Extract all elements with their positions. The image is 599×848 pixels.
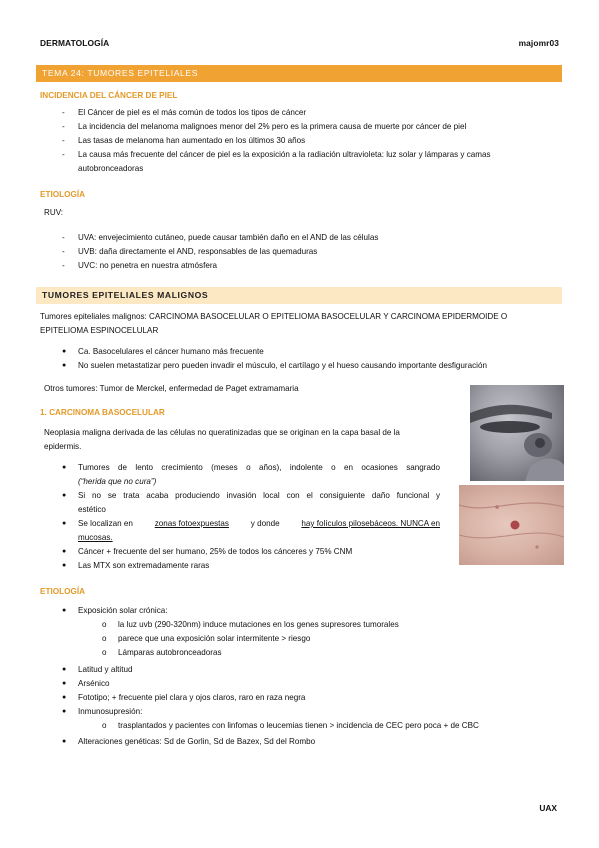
etiology-heading-2: ETIOLOGÍA [40,587,86,596]
uv-item: UVB: daña directamente el AND, responsables de las quemaduras [78,247,318,256]
incidence-heading: INCIDENCIA DEL CÁNCER DE PIEL [40,91,178,100]
etiology-subitem: Lámparas autobronceadoras [118,648,222,657]
bullet-marker: ● [62,680,67,687]
sub-marker: o [102,620,107,629]
bcc-description-continued: epidermis. [44,442,82,451]
bullet-marker: ● [62,548,67,555]
header-author: majomr03 [518,38,559,48]
bullet-marker: ● [62,562,67,569]
sub-marker: o [102,648,107,657]
dash-marker: - [62,233,65,242]
uv-item: UVC: no penetra en nuestra atmósfera [78,261,218,270]
sub-marker: o [102,634,107,643]
etiology-subitem: trasplantados y pacientes con linfomas o leucemias tienen > incidencia de CEC pero poca + de CBC [118,721,479,730]
bullet-marker: ● [62,708,67,715]
skin-lesion-photo [459,485,564,565]
bullet-marker: ● [62,492,67,499]
etiology-item: Fototipo; + frecuente piel clara y ojos claros, raro en raza negra [78,693,306,702]
malignant-bullet: No suelen metastatizar pero pueden invadir el músculo, el cartílago y el hueso causando importante desfiguración [78,361,487,370]
dash-marker: - [62,150,65,159]
etiology-item: Alteraciones genéticas: Sd de Gorlin, Sd de Bazex, Sd del Rombo [78,737,316,746]
bullet-marker: ● [62,694,67,701]
incidence-item: El Cáncer de piel es el más común de todos los tipos de cáncer [78,108,307,117]
etiology-item: Latitud y altitud [78,665,133,674]
sub-marker: o [102,721,107,730]
etiology-subitem: la luz uvb (290-320nm) induce mutaciones en los genes supresores tumorales [118,620,399,629]
footer-brand: UAX [539,803,557,813]
incidence-item: La incidencia del melanoma malignoes menor del 2% pero es la primera causa de muerte por cáncer de piel [78,122,467,131]
dash-marker: - [62,261,65,270]
dash-marker: - [62,108,65,117]
bullet-marker: ● [62,607,67,614]
bullet-marker: ● [62,464,67,471]
bcc-mucosas: mucosas. [78,533,113,542]
malignant-intro: Tumores epiteliales malignos: CARCINOMA BASOCELULAR O EPITELIOMA BASOCELULAR Y CARCINOMA EPIDERMOIDE O [40,312,508,321]
incidence-item-continued: autobronceadoras [78,164,144,173]
etiology-item: Exposición solar crónica: [78,606,168,615]
malignant-intro-continued: EPITELIOMA ESPINOCELULAR [40,326,159,335]
bcc-location-pre: Se localizan en [78,519,133,528]
bullet-marker: ● [62,348,67,355]
bcc-bullet-continued: estético [78,505,106,514]
bullet-marker: ● [62,738,67,745]
other-tumors: Otros tumores: Tumor de Merckel, enfermedad de Paget extramamaria [44,384,299,393]
eye-lesion-photo [470,385,564,481]
bcc-bullet: Cáncer + frecuente del ser humano, 25% de todos los cánceres y 75% CNM [78,547,353,556]
malignant-tumors-band: TUMORES EPITELIALES MALIGNOS [36,287,562,304]
bcc-bullet: Las MTX son extremadamente raras [78,561,210,570]
etiology-subitem: parece que una exposición solar intermitente > riesgo [118,634,311,643]
header-subject: DERMATOLOGÍA [40,38,110,48]
bullet-marker: ● [62,362,67,369]
incidence-item: Las tasas de melanoma han aumentado en los últimos 30 años [78,136,306,145]
bcc-bullet: Tumores de lento crecimiento (meses o años), indolente o en ocasiones sangrado [78,463,440,472]
bcc-bullet-continued: (“herida que no cura”) [78,477,157,486]
bcc-bullet: Si no se trata acaba produciendo invasión local con el consiguiente daño funcional y [78,491,440,500]
uv-item: UVA: envejecimiento cutáneo, puede causar también daño en el AND de las células [78,233,379,242]
bullet-marker: ● [62,520,67,527]
bcc-photoexposed: zonas fotoexpuestas [154,519,229,528]
ruv-label: RUV: [44,208,64,217]
bullet-marker: ● [62,666,67,673]
bcc-description: Neoplasia maligna derivada de las células no queratinizadas que se originan en la capa basal de la [44,428,400,437]
bcc-location-line [78,517,440,531]
malignant-bullet: Ca. Basocelulares el cáncer humano más frecuente [78,347,264,356]
etiology-item: Inmunosupresión: [78,707,143,716]
bcc-location-mid: y donde [250,519,280,528]
bcc-follicles: hay folículos pilosebáceos. NUNCA en [301,519,440,528]
incidence-item: La causa más frecuente del cáncer de piel es la exposición a la radiación ultravioleta: luz solar y lámparas y camas [78,150,491,159]
topic-title-band: TEMA 24: TUMORES EPITELIALES [36,65,562,82]
etiology-item: Arsénico [78,679,110,688]
bcc-heading: 1. CARCINOMA BASOCELULAR [40,408,165,417]
dash-marker: - [62,122,65,131]
dash-marker: - [62,136,65,145]
etiology-heading: ETIOLOGÍA [40,190,86,199]
dash-marker: - [62,247,65,256]
